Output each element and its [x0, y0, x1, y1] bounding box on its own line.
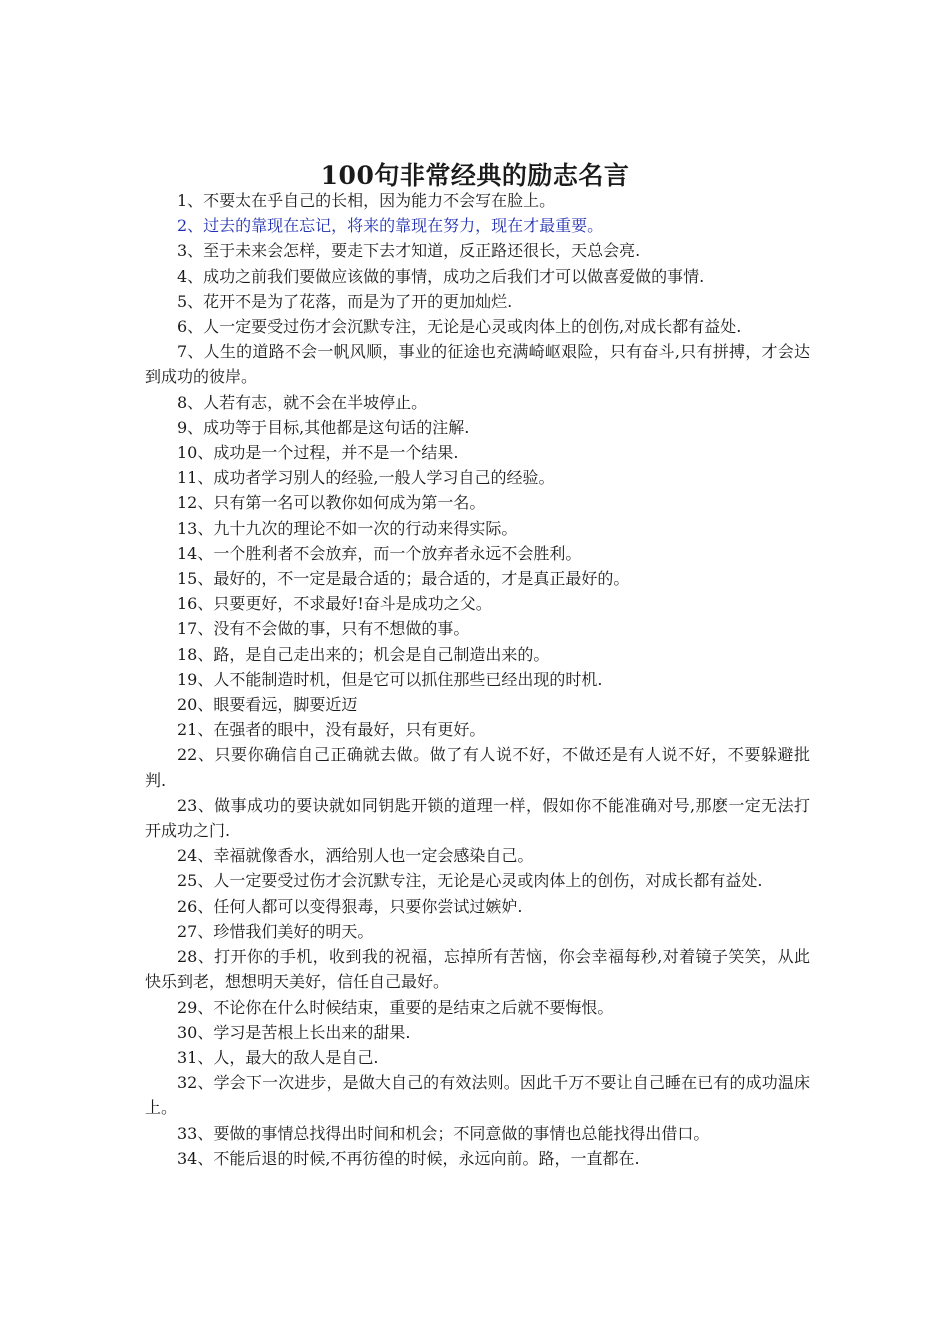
quote-item: 11、成功者学习别人的经验,一般人学习自己的经验。 — [177, 468, 555, 488]
quote-item: 14、一个胜利者不会放弃，而一个放弃者永远不会胜利。 — [177, 543, 582, 563]
quote-item: 6、人一定要受过伤才会沉默专注，无论是心灵或肉体上的创伤,对成长都有益处. — [177, 317, 742, 337]
quote-item: 24、幸福就像香水，洒给别人也一定会感染自己。 — [177, 846, 534, 866]
quote-item: 27、珍惜我们美好的明天。 — [177, 921, 374, 941]
quote-item: 5、花开不是为了花落，而是为了开的更加灿烂. — [177, 291, 513, 311]
quote-item: 32、学会下一次进步，是做大自己的有效法则。因此千万不要让自己睡在已有的成功温床上。 — [145, 1073, 810, 1118]
quote-item: 13、九十九次的理论不如一次的行动来得实际。 — [177, 518, 518, 538]
quote-item: 34、不能后退的时候,不再彷徨的时候，永远向前。路，一直都在. — [177, 1148, 640, 1168]
quote-item: 33、要做的事情总找得出时间和机会；不同意做的事情也总能找得出借口。 — [177, 1123, 710, 1143]
quote-item: 3、至于未来会怎样，要走下去才知道，反正路还很长，天总会亮. — [177, 241, 641, 261]
quote-item: 31、人，最大的敌人是自己. — [177, 1047, 379, 1067]
quote-item: 19、人不能制造时机，但是它可以抓住那些已经出现的时机. — [177, 669, 603, 689]
quote-item: 16、只要更好，不求最好!奋斗是成功之父。 — [177, 594, 492, 614]
quote-item: 2、过去的靠现在忘记，将来的靠现在努力，现在才最重要。 — [177, 216, 604, 236]
quote-item: 15、最好的，不一定是最合适的；最合适的，才是真正最好的。 — [177, 569, 630, 589]
quote-item: 12、只有第一名可以教你如何成为第一名。 — [177, 493, 486, 513]
quote-item: 22、只要你确信自己正确就去做。做了有人说不好，不做还是有人说不好，不要躲避批判. — [145, 745, 810, 790]
quote-item: 9、成功等于目标,其他都是这句话的注解. — [177, 417, 470, 437]
quote-item: 21、在强者的眼中，没有最好，只有更好。 — [177, 720, 486, 740]
quote-list — [145, 188, 810, 1171]
quote-item: 26、任何人都可以变得狠毒，只要你尝试过嫉妒. — [177, 896, 523, 916]
quote-item: 23、做事成功的要诀就如同钥匙开锁的道理一样，假如你不能准确对号,那麽一定无法打开成功之门. — [145, 795, 810, 841]
quote-item: 8、人若有志，就不会在半坡停止。 — [177, 392, 428, 412]
quote-item: 25、人一定要受过伤才会沉默专注，无论是心灵或肉体上的创伤，对成长都有益处. — [177, 871, 763, 891]
quote-item: 1、不要太在乎自己的长相，因为能力不会写在脸上。 — [177, 191, 556, 210]
page-title: 100句非常经典的励志名言 — [320, 160, 630, 190]
quote-item: 10、成功是一个过程，并不是一个结果. — [177, 443, 459, 463]
quote-item: 18、路，是自己走出来的；机会是自己制造出来的。 — [177, 644, 550, 664]
quote-item: 20、眼要看远，脚要近迈 — [177, 695, 358, 715]
quote-item: 7、人生的道路不会一帆风顺，事业的征途也充满崎岖艰险，只有奋斗,只有拼搏，才会达到成功的彼岸。 — [145, 342, 810, 387]
quote-item: 28、打开你的手机，收到我的祝福，忘掉所有苦恼，你会幸福每秒,对着镜子笑笑，从此快乐到老，想想明天美好，信任自己最好。 — [145, 947, 810, 992]
quote-item: 29、不论你在什么时候结束，重要的是结束之后就不要悔恨。 — [177, 997, 614, 1017]
quote-item: 4、成功之前我们要做应该做的事情，成功之后我们才可以做喜爱做的事情. — [177, 266, 705, 286]
quote-item: 17、没有不会做的事，只有不想做的事。 — [177, 619, 470, 639]
quote-item: 30、学习是苦根上长出来的甜果. — [177, 1022, 411, 1042]
